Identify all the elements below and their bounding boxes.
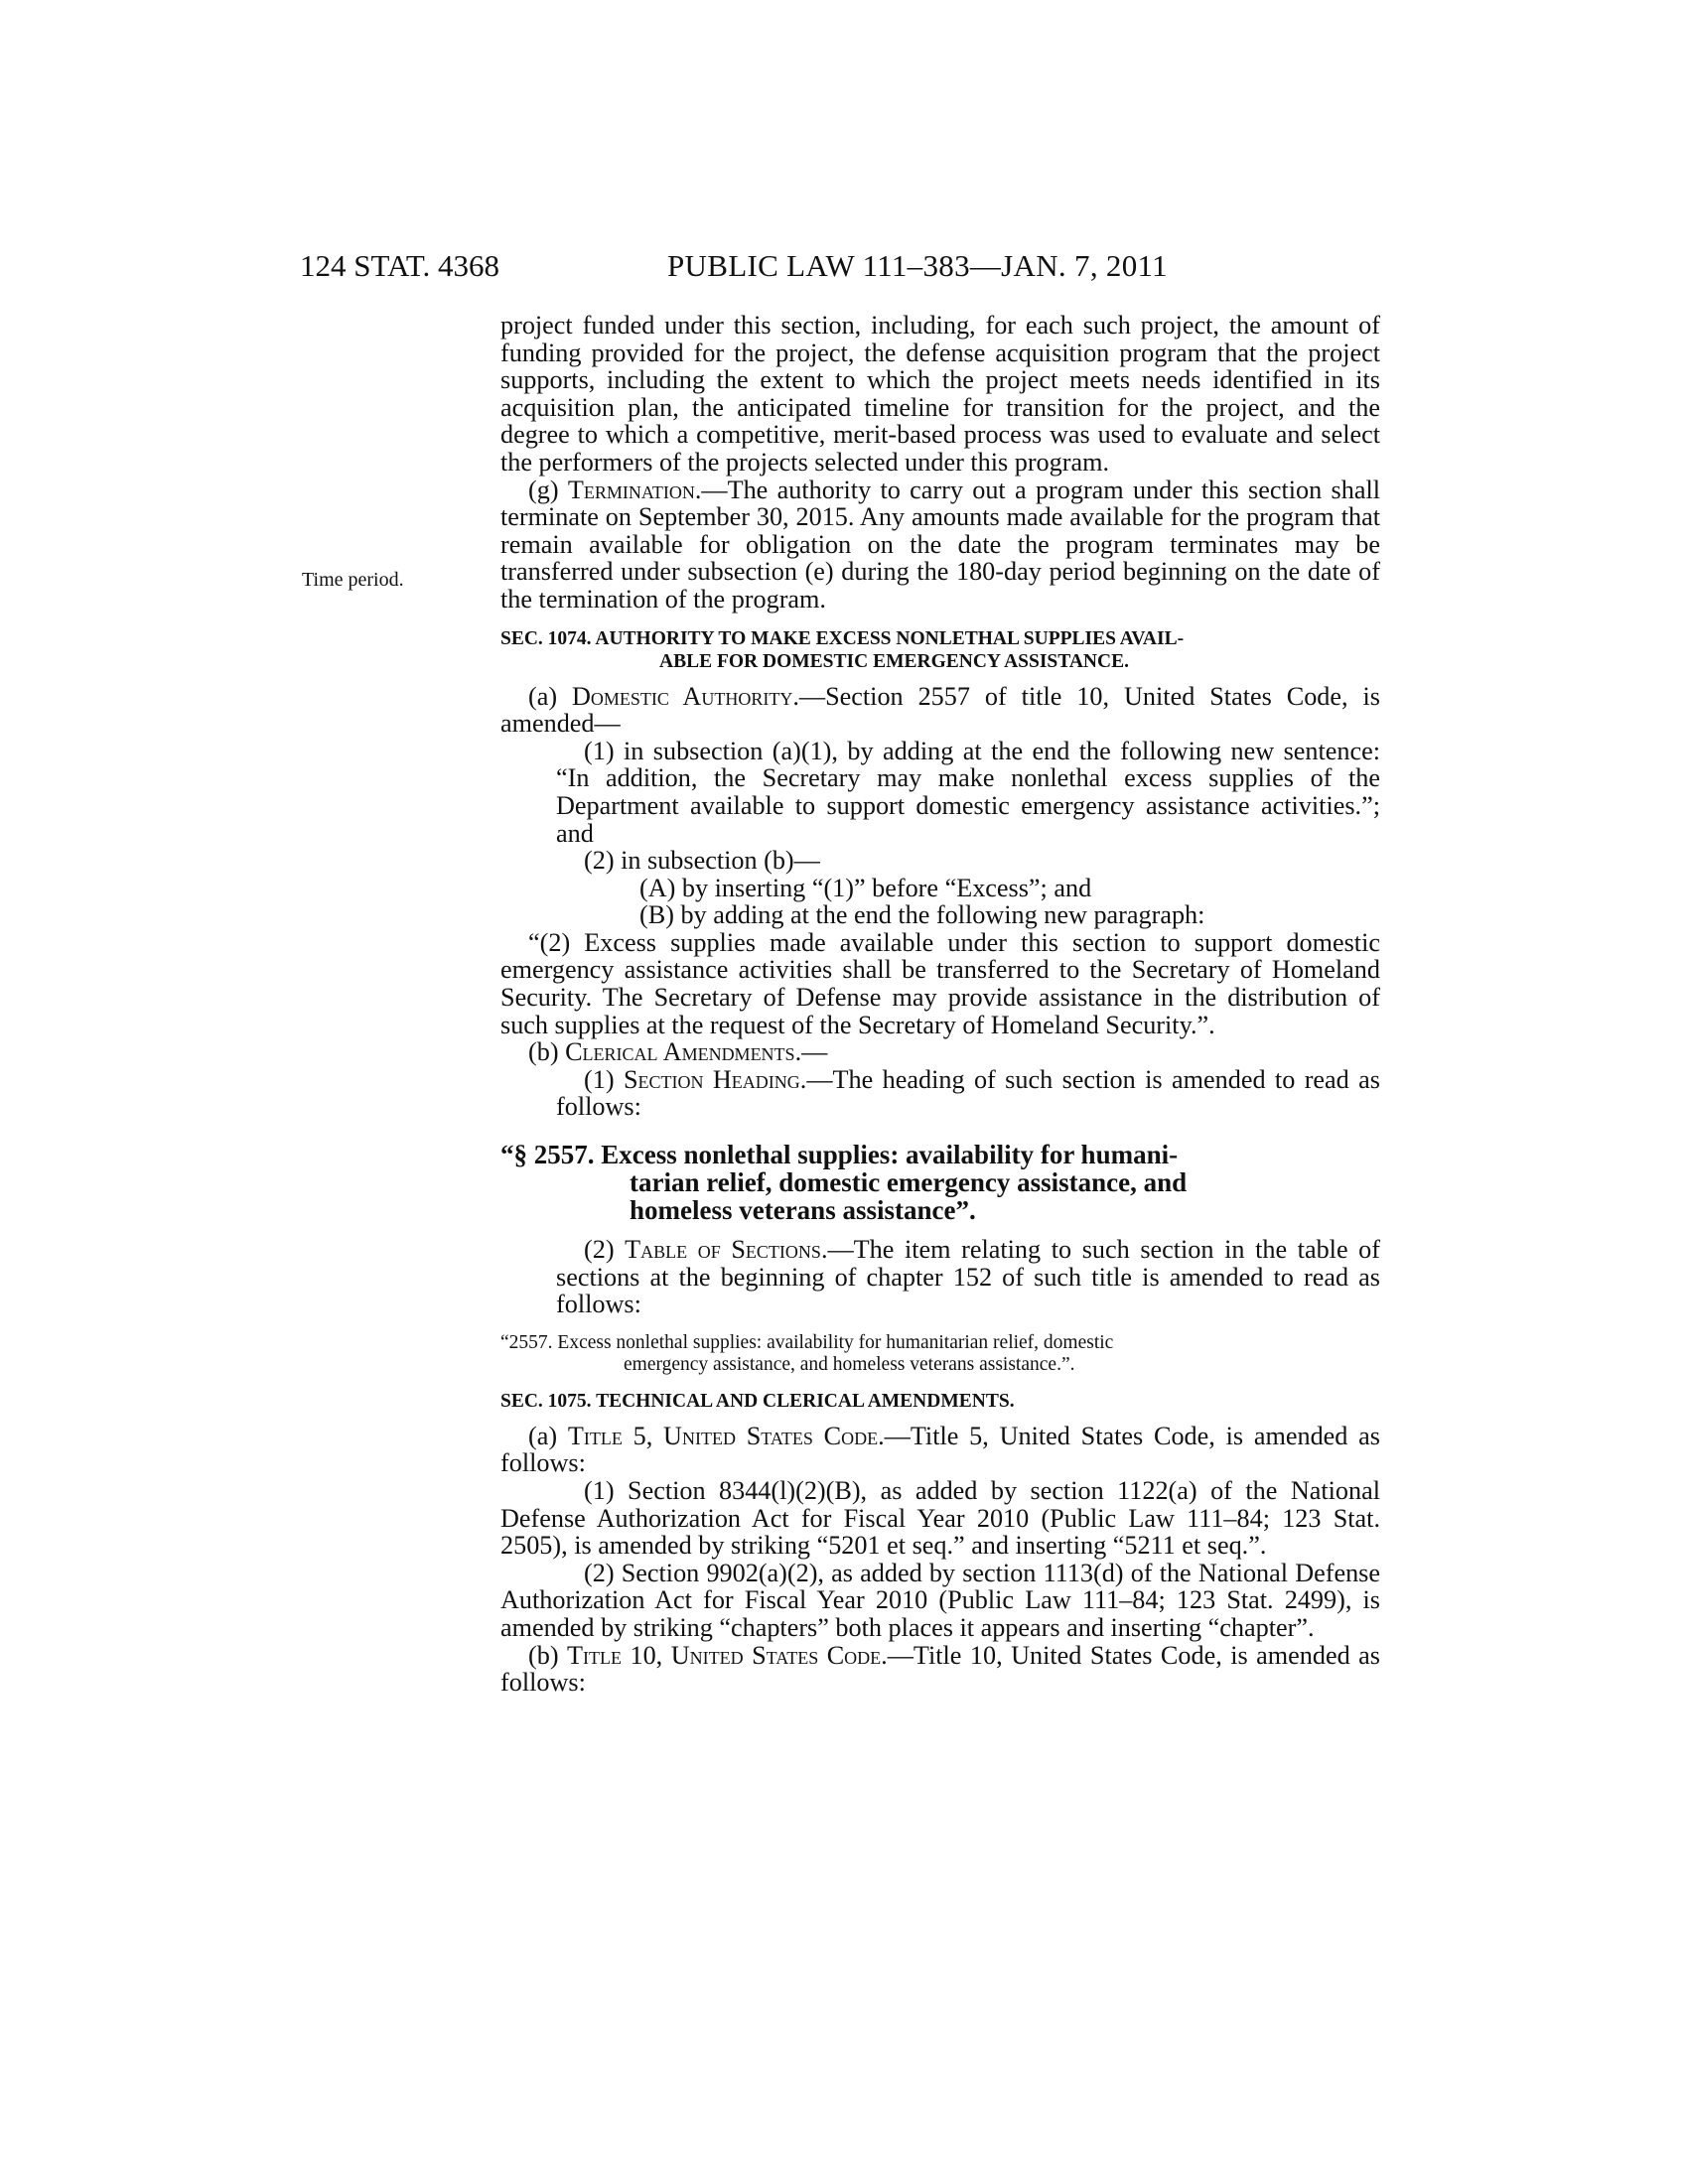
new-section-heading-line2: tarian relief, domestic emergency assistance, and xyxy=(630,1167,1188,1198)
margin-note: Time period. xyxy=(302,569,404,591)
body-column xyxy=(500,312,1380,1697)
quoted-paragraph: “(2) Excess supplies made available under this section to support domestic emergency assistance activities shall be transferred to the Secretary of Homeland Security. The Secretary of Defense may provide assistance in the distribution of such supplies at the request of the Secretary of Homeland Security.”. xyxy=(500,927,1380,1039)
paragraph-b1-text: .—The heading of such section is amended to read as follows: xyxy=(556,1064,1380,1122)
paragraph-continuation: project funded under this section, including, for each such project, the amount of funding provided for the project, the defense acquisition program that the project supports, including the extent to which the project meets needs identified in its acquisition plan, the anticipated timeline for transition for the project, and the degree to which a competitive, merit-based process was used to evaluate and select the performers of the projects selected under this program. xyxy=(500,311,1380,477)
section-1074-heading-line1: SEC. 1074. AUTHORITY TO MAKE EXCESS NONLETHAL SUPPLIES AVAIL- xyxy=(500,627,1185,649)
toc-line2: emergency assistance, and homeless veterans assistance.”. xyxy=(624,1353,1075,1375)
title5-paragraph-1: (1) Section 8344(l)(2)(B), as added by section 1122(a) of the National Defense Authorization Act for Fiscal Year 2010 (Public Law 111–84; 123 Stat. 2505), is amended by striking “5201 et seq.” and inserting “5211 et seq.”. xyxy=(500,1476,1380,1561)
paragraph-a2: (2) in subsection (b)— xyxy=(584,846,820,876)
new-section-heading-line1: “§ 2557. Excess nonlethal supplies: availability for humani- xyxy=(500,1140,1179,1170)
paragraph-b1-prefix: (1) xyxy=(584,1064,624,1094)
subsection-g xyxy=(500,477,1380,614)
subsection-b-prefix: (b) xyxy=(528,1037,566,1067)
section-1074-heading xyxy=(500,627,1380,673)
subsection-b-heading: Clerical Amendments xyxy=(565,1037,795,1067)
paragraph-b2-text: .—The item relating to such section in the table of sections at the beginning of chapter 152 of such title is amended to read as follows: xyxy=(556,1235,1380,1319)
section-1075-heading: SEC. 1075. TECHNICAL AND CLERICAL AMENDMENTS. xyxy=(500,1390,1015,1412)
subsection-b xyxy=(500,1038,1380,1066)
title10-heading: Title 10, United States Code xyxy=(567,1640,882,1670)
paragraph-b2-heading: Table of Sections xyxy=(625,1235,821,1265)
paragraph-b1-heading: Section Heading xyxy=(623,1064,800,1094)
title10-prefix: (b) xyxy=(528,1640,568,1670)
title10-text: .—Title 10, United States Code, is amended as follows: xyxy=(500,1640,1380,1698)
table-of-sections-item xyxy=(500,1332,1380,1376)
new-section-heading xyxy=(500,1141,1380,1224)
paragraph-b1 xyxy=(500,1066,1380,1121)
subparagraph-a2A: (A) by inserting “(1)” before “Excess”; and xyxy=(639,873,1092,902)
page-header-title: PUBLIC LAW 111–383—JAN. 7, 2011 xyxy=(667,248,1168,283)
new-section-heading-line3: homeless veterans assistance”. xyxy=(630,1195,976,1226)
title5-subsection xyxy=(500,1423,1380,1477)
subsection-g-text: .—The authority to carry out a program under this section shall terminate on September 30, 2015. Any amounts made available for the program that remain available for obligation on the date the program terminates may be transferred under subsection (e) during the 180-day period beginning on the date of the termination of the program. xyxy=(500,475,1381,614)
subsection-a-text: .—Section 2557 of title 10, United States Code, is amended— xyxy=(500,681,1380,739)
subsection-b-text: .— xyxy=(794,1037,828,1067)
title10-subsection xyxy=(500,1642,1380,1697)
subsection-a xyxy=(500,683,1380,738)
toc-line1: “2557. Excess nonlethal supplies: availability for humanitarian relief, domestic xyxy=(500,1331,1114,1353)
subsection-g-heading: Termination xyxy=(567,475,695,504)
subsection-g-prefix: (g) xyxy=(528,475,568,504)
title5-prefix: (a) xyxy=(528,1421,568,1450)
title5-paragraph-2: (2) Section 9902(a)(2), as added by section 1113(d) of the National Defense Authorization Act for Fiscal Year 2010 (Public Law 111–84; 123 Stat. 2499), is amended by striking “chapters” both places it appears and inserting “chapter”. xyxy=(500,1558,1380,1642)
subsection-a-heading: Domestic Authority xyxy=(572,681,793,711)
title5-text: .—Title 5, United States Code, is amended as follows: xyxy=(500,1421,1380,1478)
subparagraph-a2B: (B) by adding at the end the following new paragraph: xyxy=(639,900,1205,930)
paragraph-b2 xyxy=(500,1236,1380,1318)
section-1074-heading-line2: ABLE FOR DOMESTIC EMERGENCY ASSISTANCE. xyxy=(659,650,1129,672)
title5-heading: Title 5, United States Code xyxy=(567,1421,879,1450)
page-header-stat: 124 STAT. 4368 xyxy=(300,248,500,283)
subsection-a-prefix: (a) xyxy=(528,681,573,711)
paragraph-a1: (1) in subsection (a)(1), by adding at the end the following new sentence: “In addition, the Secretary may make nonlethal excess supplies of the Department available to support domestic emergency assistance activities.”; and xyxy=(556,736,1380,848)
paragraph-b2-prefix: (2) xyxy=(584,1235,626,1265)
